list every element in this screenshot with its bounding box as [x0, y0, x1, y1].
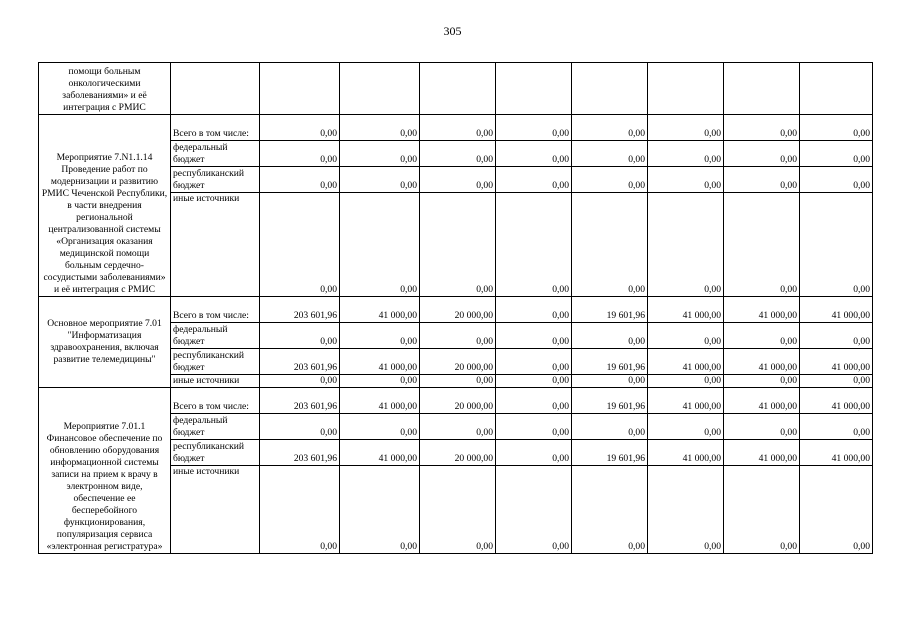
- value-cell: 41 000,00: [724, 440, 800, 466]
- value-cell: 41 000,00: [648, 297, 724, 323]
- value-cell: 0,00: [572, 141, 648, 167]
- value-cell: 0,00: [724, 167, 800, 193]
- source-cell: Всего в том числе:: [171, 297, 260, 323]
- value-cell: 19 601,96: [572, 388, 648, 414]
- value-cell: 0,00: [496, 297, 572, 323]
- value-cell: [724, 63, 800, 115]
- value-cell: 0,00: [420, 466, 496, 554]
- value-cell: 41 000,00: [800, 349, 873, 375]
- value-cell: 0,00: [800, 115, 873, 141]
- table-row: [39, 388, 873, 414]
- value-cell: 0,00: [648, 375, 724, 388]
- table-row: [39, 63, 873, 115]
- source-cell: республиканский бюджет: [171, 440, 260, 466]
- value-cell: 203 601,96: [260, 297, 340, 323]
- value-cell: 0,00: [260, 414, 340, 440]
- value-cell: 20 000,00: [420, 388, 496, 414]
- value-cell: 41 000,00: [340, 388, 420, 414]
- value-cell: 0,00: [496, 167, 572, 193]
- value-cell: 0,00: [572, 323, 648, 349]
- value-cell: 0,00: [420, 414, 496, 440]
- value-cell: 0,00: [572, 115, 648, 141]
- value-cell: 0,00: [420, 375, 496, 388]
- source-cell: иные источники: [171, 375, 260, 388]
- value-cell: 0,00: [496, 349, 572, 375]
- value-cell: 0,00: [260, 193, 340, 297]
- value-cell: 0,00: [496, 323, 572, 349]
- value-cell: 0,00: [340, 167, 420, 193]
- source-cell: республиканский бюджет: [171, 167, 260, 193]
- value-cell: 0,00: [800, 414, 873, 440]
- activity-name-cell: Основное мероприятие 7.01 "Информатизация здравоохранения, включая развитие телемедицины": [39, 297, 171, 388]
- value-cell: [800, 63, 873, 115]
- value-cell: 0,00: [340, 323, 420, 349]
- value-cell: 203 601,96: [260, 349, 340, 375]
- value-cell: 41 000,00: [724, 297, 800, 323]
- value-cell: 0,00: [800, 141, 873, 167]
- source-cell: федеральный бюджет: [171, 323, 260, 349]
- value-cell: 0,00: [572, 193, 648, 297]
- value-cell: 0,00: [496, 440, 572, 466]
- budget-table: [38, 62, 873, 554]
- page-number: 305: [443, 24, 462, 38]
- source-cell: [171, 63, 260, 115]
- value-cell: 0,00: [340, 193, 420, 297]
- value-cell: 0,00: [496, 388, 572, 414]
- value-cell: 0,00: [260, 115, 340, 141]
- value-cell: [572, 63, 648, 115]
- source-cell: Всего в том числе:: [171, 388, 260, 414]
- value-cell: 0,00: [340, 141, 420, 167]
- value-cell: 0,00: [724, 323, 800, 349]
- value-cell: [260, 63, 340, 115]
- value-cell: 19 601,96: [572, 440, 648, 466]
- value-cell: 19 601,96: [572, 349, 648, 375]
- value-cell: 0,00: [420, 193, 496, 297]
- value-cell: 41 000,00: [800, 388, 873, 414]
- value-cell: 0,00: [648, 141, 724, 167]
- value-cell: 0,00: [496, 466, 572, 554]
- value-cell: 0,00: [800, 375, 873, 388]
- value-cell: 0,00: [724, 375, 800, 388]
- value-cell: 203 601,96: [260, 440, 340, 466]
- value-cell: 41 000,00: [340, 349, 420, 375]
- value-cell: 0,00: [260, 466, 340, 554]
- value-cell: 41 000,00: [648, 349, 724, 375]
- value-cell: 0,00: [340, 115, 420, 141]
- value-cell: 0,00: [572, 414, 648, 440]
- value-cell: 0,00: [260, 167, 340, 193]
- value-cell: 0,00: [496, 375, 572, 388]
- value-cell: 20 000,00: [420, 349, 496, 375]
- source-cell: республиканский бюджет: [171, 349, 260, 375]
- value-cell: 41 000,00: [340, 297, 420, 323]
- value-cell: 41 000,00: [648, 388, 724, 414]
- value-cell: 0,00: [420, 141, 496, 167]
- value-cell: 41 000,00: [724, 349, 800, 375]
- value-cell: 0,00: [572, 167, 648, 193]
- source-cell: федеральный бюджет: [171, 414, 260, 440]
- value-cell: 0,00: [420, 323, 496, 349]
- value-cell: 0,00: [648, 414, 724, 440]
- value-cell: 41 000,00: [340, 440, 420, 466]
- value-cell: 19 601,96: [572, 297, 648, 323]
- value-cell: 0,00: [420, 115, 496, 141]
- source-cell: федеральный бюджет: [171, 141, 260, 167]
- value-cell: 20 000,00: [420, 297, 496, 323]
- value-cell: 0,00: [340, 466, 420, 554]
- value-cell: 0,00: [724, 466, 800, 554]
- value-cell: 41 000,00: [800, 297, 873, 323]
- value-cell: 0,00: [648, 193, 724, 297]
- value-cell: 0,00: [724, 115, 800, 141]
- value-cell: 0,00: [572, 375, 648, 388]
- value-cell: 0,00: [648, 115, 724, 141]
- value-cell: 0,00: [648, 323, 724, 349]
- value-cell: 0,00: [496, 115, 572, 141]
- value-cell: 0,00: [420, 167, 496, 193]
- value-cell: 0,00: [648, 167, 724, 193]
- value-cell: 0,00: [496, 414, 572, 440]
- value-cell: 0,00: [724, 193, 800, 297]
- activity-name-cell: помощи больным онкологическими заболеваниями» и её интеграция с РМИС: [39, 63, 171, 115]
- value-cell: 0,00: [260, 323, 340, 349]
- value-cell: [340, 63, 420, 115]
- value-cell: 0,00: [260, 141, 340, 167]
- activity-name-cell: Мероприятие 7.01.1 Финансовое обеспечение по обновлению оборудования информационной системы записи на прием к врачу в электронном виде, обеспечение ее бесперебойного функционирования, популяризация сервиса «электронная регистратура»: [39, 388, 171, 554]
- value-cell: 0,00: [260, 375, 340, 388]
- value-cell: 41 000,00: [648, 440, 724, 466]
- value-cell: 203 601,96: [260, 388, 340, 414]
- table-row: [39, 297, 873, 323]
- value-cell: 0,00: [800, 167, 873, 193]
- source-cell: иные источники: [171, 466, 260, 554]
- value-cell: 0,00: [800, 466, 873, 554]
- value-cell: 0,00: [496, 141, 572, 167]
- value-cell: [420, 63, 496, 115]
- value-cell: [648, 63, 724, 115]
- value-cell: 0,00: [724, 414, 800, 440]
- value-cell: 0,00: [340, 414, 420, 440]
- value-cell: 20 000,00: [420, 440, 496, 466]
- value-cell: 41 000,00: [724, 388, 800, 414]
- value-cell: 0,00: [724, 141, 800, 167]
- value-cell: 0,00: [572, 466, 648, 554]
- table-row: [39, 115, 873, 141]
- value-cell: 0,00: [800, 193, 873, 297]
- value-cell: 0,00: [800, 323, 873, 349]
- source-cell: Всего в том числе:: [171, 115, 260, 141]
- value-cell: 41 000,00: [800, 440, 873, 466]
- value-cell: 0,00: [648, 466, 724, 554]
- activity-name-cell: Мероприятие 7.N1.1.14 Проведение работ по модернизации и развитию РМИС Чеченской Республики, в части внедрения региональной централизованной системы «Организация оказания медицинской помощи больным сердечно-сосудистыми заболеваниями» и её интеграция с РМИС: [39, 115, 171, 297]
- value-cell: [496, 63, 572, 115]
- source-cell: иные источники: [171, 193, 260, 297]
- value-cell: 0,00: [340, 375, 420, 388]
- value-cell: 0,00: [496, 193, 572, 297]
